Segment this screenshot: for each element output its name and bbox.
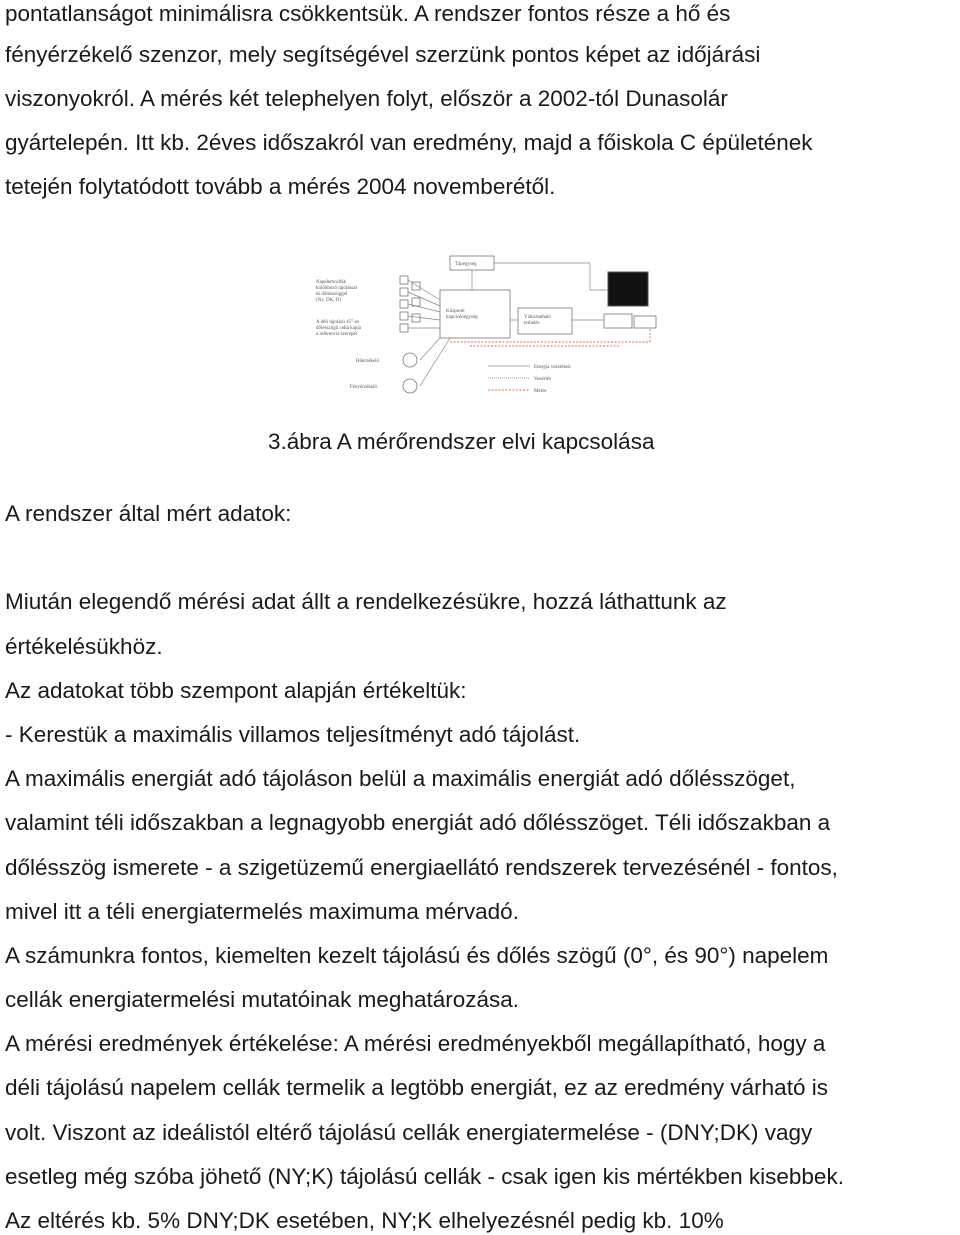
body-line: déli tájolású napelem cellák termelik a legtöbb energiát, ez az eredmény várható is (5, 1075, 828, 1100)
body-line: értékelésükhöz. (5, 634, 163, 659)
intro-line: fényérzékelő szenzor, mely segítségével szerzünk pontos képet az időjárási (5, 42, 761, 67)
central-switch-box (440, 290, 510, 338)
body-line: A számunkra fontos, kiemelten kezelt tájolású és dőlés szögű (0°, és 90°) napelem (5, 943, 829, 968)
intro-line: viszonyokról. A mérés két telephelyen folyt, először a 2002-tól Dunasolár (5, 86, 728, 111)
body-line: Az eltérés kb. 5% DNY;DK esetében, NY;K elhelyezésnél pedig kb. 10% (5, 1208, 724, 1233)
diagram-label: Hőérzékelő (356, 359, 380, 364)
diagram-svg (300, 250, 670, 410)
diagram-label: kapcsolóegység (446, 315, 478, 320)
diagram-label: Változtatható (524, 315, 551, 320)
diagram-label: terhelés (524, 321, 540, 326)
body-line: Miután elegendő mérési adat állt a rendelkezésükre, hozzá láthattunk az (5, 589, 727, 614)
diagram-label: Tápegység (455, 262, 477, 267)
body-line: A mérési eredmények értékelése: A mérési eredményekből megállapítható, hogy a (5, 1031, 826, 1056)
body-line: volt. Viszont az ideálistól eltérő tájolású cellák energiatermelése - (DNY;DK) vagy (5, 1120, 813, 1145)
intro-line: gyártelepén. Itt kb. 2éves időszakról van eredmény, majd a főiskola C épületének (5, 130, 813, 155)
monitor-icon (608, 272, 648, 306)
body-line: cellák energiatermelési mutatóinak meghatározása. (5, 987, 520, 1012)
solar-cell-boxes (400, 276, 420, 332)
intro-line: pontatlanságot minimálisra csökkentsük. A rendszer fontos része a hő és (5, 1, 731, 26)
legend-label: Vezérlés (534, 377, 551, 382)
measurement-system-diagram (300, 250, 670, 410)
body-line: - Kerestük a maximális villamos teljesítményt adó tájolást. (5, 722, 581, 747)
diagram-label: Központi (446, 309, 465, 314)
section-heading: A rendszer által mért adatok: (5, 501, 292, 526)
body-line: dőlésszög ismerete - a szigetüzemű energiaellátó rendszerek tervezésénél - fontos, (5, 855, 838, 880)
measurement-lines (450, 328, 650, 346)
diagram-label: különböző tájolással (316, 286, 357, 291)
body-line: A maximális energiát adó tájoláson belül a maximális energiát adó dőlésszöget, (5, 766, 796, 791)
body-line: esetleg még szóba jöhető (NY;K) tájolású cellák - csak igen kis mértékben kisebbek. (5, 1164, 844, 1189)
figure-caption: 3.ábra A mérőrendszer elvi kapcsolása (268, 429, 655, 454)
diagram-label: Fényérzékelő (350, 385, 377, 390)
body-line: mivel itt a téli energiatermelés maximuma mérvadó. (5, 899, 519, 924)
legend-label: Mérés (534, 389, 547, 394)
diagram-label: dőlésszögű cella kapja (316, 326, 361, 331)
body-line: Az adatokat több szempont alapján értékeltük: (5, 678, 467, 703)
diagram-label: (Ny, DK, D) (316, 298, 341, 303)
diagram-label: és dőlésszöggel (316, 292, 348, 297)
diagram-label: A déli tájolású 45°-os (316, 320, 360, 325)
intro-line: tetején folytatódott tovább a mérés 2004 novemberétől. (5, 174, 556, 199)
diagram-label: Napelemcellák (316, 280, 346, 285)
light-sensor-icon (403, 379, 417, 393)
diagram-label: a referencia szerepét (316, 332, 358, 337)
heat-sensor-icon (403, 353, 417, 367)
body-line: valamint téli időszakban a legnagyobb energiát adó dőlésszöget. Téli időszakban a (5, 810, 831, 835)
computer-unit-icon (604, 314, 632, 328)
connection-lines (408, 263, 608, 386)
keyboard-icon (634, 316, 656, 328)
legend-label: Energia vezetékek (534, 365, 571, 370)
